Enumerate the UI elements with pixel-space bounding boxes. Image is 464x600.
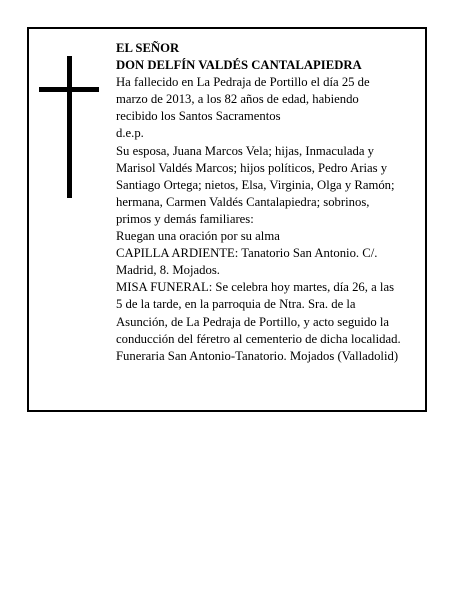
- cross-vertical-bar: [67, 56, 72, 198]
- notice-line: Funeraria San Antonio-Tanatorio. Mojados (Valladolid): [116, 348, 399, 363]
- notice-line: CAPILLA ARDIENTE: Tanatorio San Antonio. C/.: [116, 246, 378, 261]
- notice-heading: EL SEÑOR: [116, 41, 180, 55]
- notice-line: Asunción, de La Pedraja de Portillo, y acto seguido la: [116, 314, 390, 329]
- notice-line: Ha fallecido en La Pedraja de Portillo el día 25 de: [116, 75, 370, 90]
- notice-line: Su esposa, Juana Marcos Vela; hijas, Inmaculada y: [116, 143, 375, 158]
- notice-line: d.e.p.: [116, 126, 144, 141]
- notice-line: Madrid, 8. Mojados.: [116, 263, 220, 278]
- notice-line: marzo de 2013, a los 82 años de edad, habiendo: [116, 92, 359, 107]
- notice-line: primos y demás familiares:: [116, 211, 254, 226]
- notice-line: Santiago Ortega; nietos, Elsa, Virginia, Olga y Ramón;: [116, 177, 395, 192]
- cross-icon: [39, 56, 99, 198]
- notice-line: recibido los Santos Sacramentos: [116, 109, 281, 124]
- cross-horizontal-bar: [39, 87, 99, 92]
- notice-line: hermana, Carmen Valdés Cantalapiedra; sobrinos,: [116, 194, 370, 209]
- obituary-notice-frame: [27, 27, 427, 412]
- obituary-text: [116, 40, 428, 365]
- notice-line: MISA FUNERAL: Se celebra hoy martes, día 26, a las: [116, 280, 395, 295]
- notice-line: Ruegan una oración por su alma: [116, 229, 280, 244]
- deceased-name: DON DELFÍN VALDÉS CANTALAPIEDRA: [116, 58, 362, 73]
- notice-line: conducción del féretro al cementerio de dicha localidad.: [116, 331, 401, 346]
- notice-line: Marisol Valdés Marcos; hijos políticos, Pedro Arias y: [116, 160, 388, 175]
- notice-line: 5 de la tarde, en la parroquia de Ntra. Sra. de la: [116, 297, 356, 312]
